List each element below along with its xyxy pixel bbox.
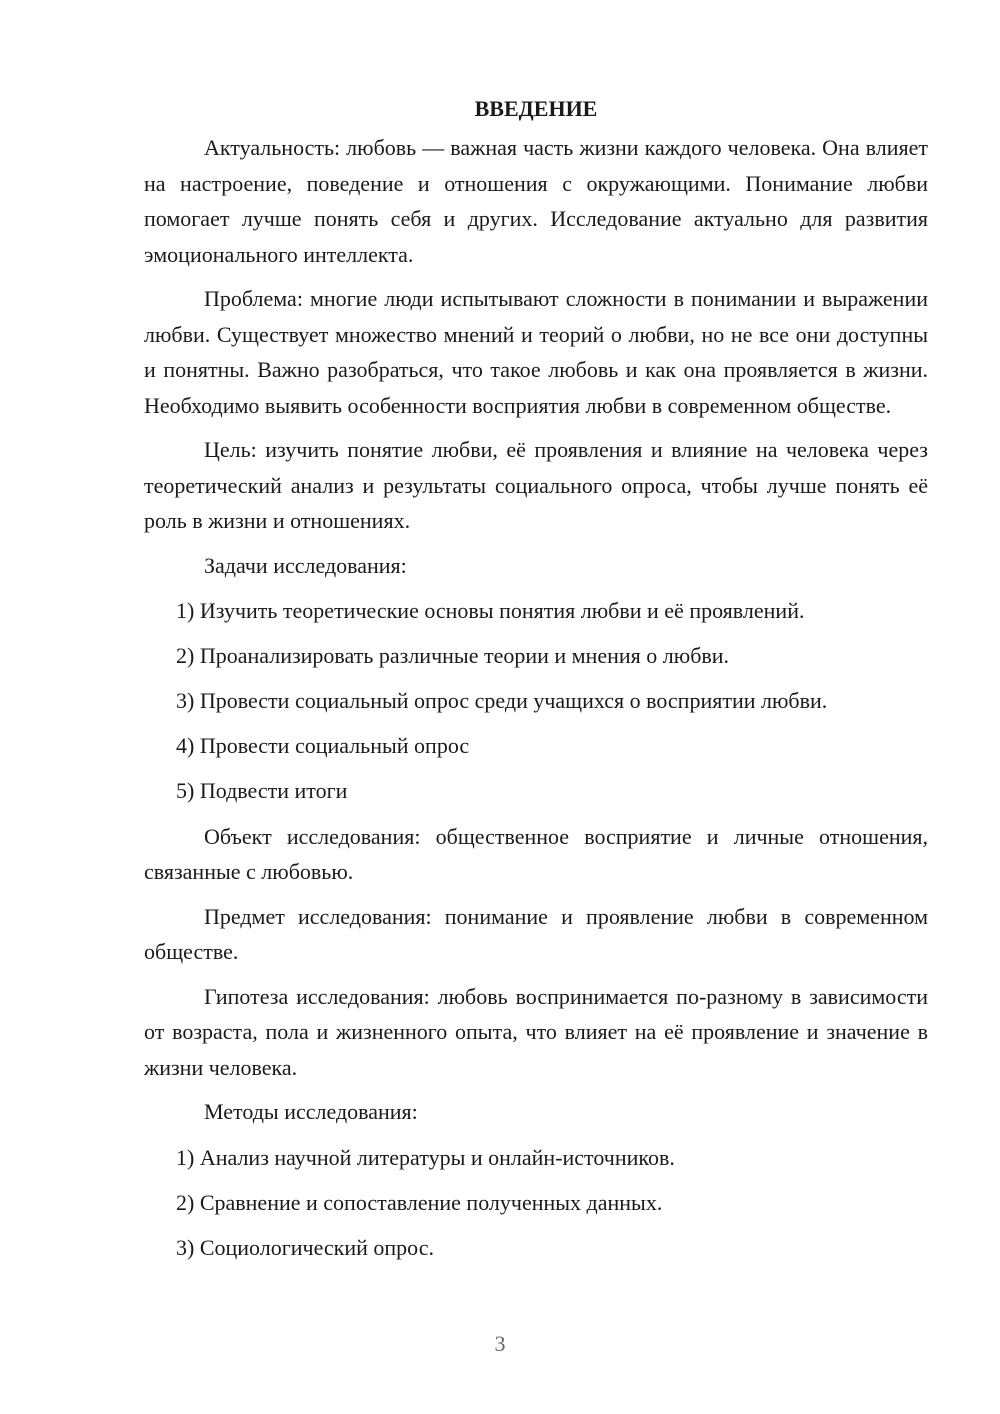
subject-paragraph: Предмет исследования: понимание и проявление любви в современном обществе.	[144, 903, 928, 964]
tasks-heading: Задачи исследования:	[204, 552, 407, 578]
methods-list	[144, 1140, 928, 1266]
problem-paragraph: Проблема: многие люди испытывают сложности в понимании и выражении любви. Существует множество мнений и теорий о любви, но не все они доступны и понятны. Важно разобраться, что такое любовь и как она проявляется в жизни. Необходимо выявить особенности восприятия любви в современном обществе.	[144, 286, 928, 418]
task-item: 5) Подвести итоги	[176, 778, 348, 803]
tasks-list	[144, 593, 928, 809]
relevance-paragraph: Актуальность: любовь — важная часть жизни каждого человека. Она влияет на настроение, поведение и отношения с окружающими. Понимание любви помогает лучше понять себя и других. Исследование актуально для развития эмоционального интеллекта.	[144, 135, 928, 267]
task-item: 3) Провести социальный опрос среди учащихся о восприятии любви.	[176, 688, 828, 713]
page-number: 3	[494, 1331, 506, 1356]
methods-heading: Методы исследования:	[204, 1099, 418, 1124]
method-item: 3) Социологический опрос.	[176, 1234, 434, 1260]
section-title: ВВЕДЕНИЕ	[474, 96, 598, 121]
task-item: 2) Проанализировать различные теории и мнения о любви.	[176, 643, 730, 668]
task-item: 4) Провести социальный опрос	[176, 733, 470, 758]
task-item: 1) Изучить теоретические основы понятия любви и её проявлений.	[176, 598, 805, 623]
object-paragraph: Объект исследования: общественное восприятие и личные отношения, связанные с любовью.	[144, 823, 928, 884]
method-item: 1) Анализ научной литературы и онлайн-источников.	[176, 1144, 675, 1170]
goal-paragraph: Цель: изучить понятие любви, её проявления и влияние на человека через теоретический анализ и результаты социального опроса, чтобы лучше понять её роль в жизни и отношениях.	[144, 437, 928, 533]
method-item: 2) Сравнение и сопоставление полученных данных.	[176, 1189, 663, 1215]
hypothesis-paragraph: Гипотеза исследования: любовь воспринимается по-разному в зависимости от возраста, пола и жизненного опыта, что влияет на её проявление и значение в жизни человека.	[144, 983, 928, 1080]
